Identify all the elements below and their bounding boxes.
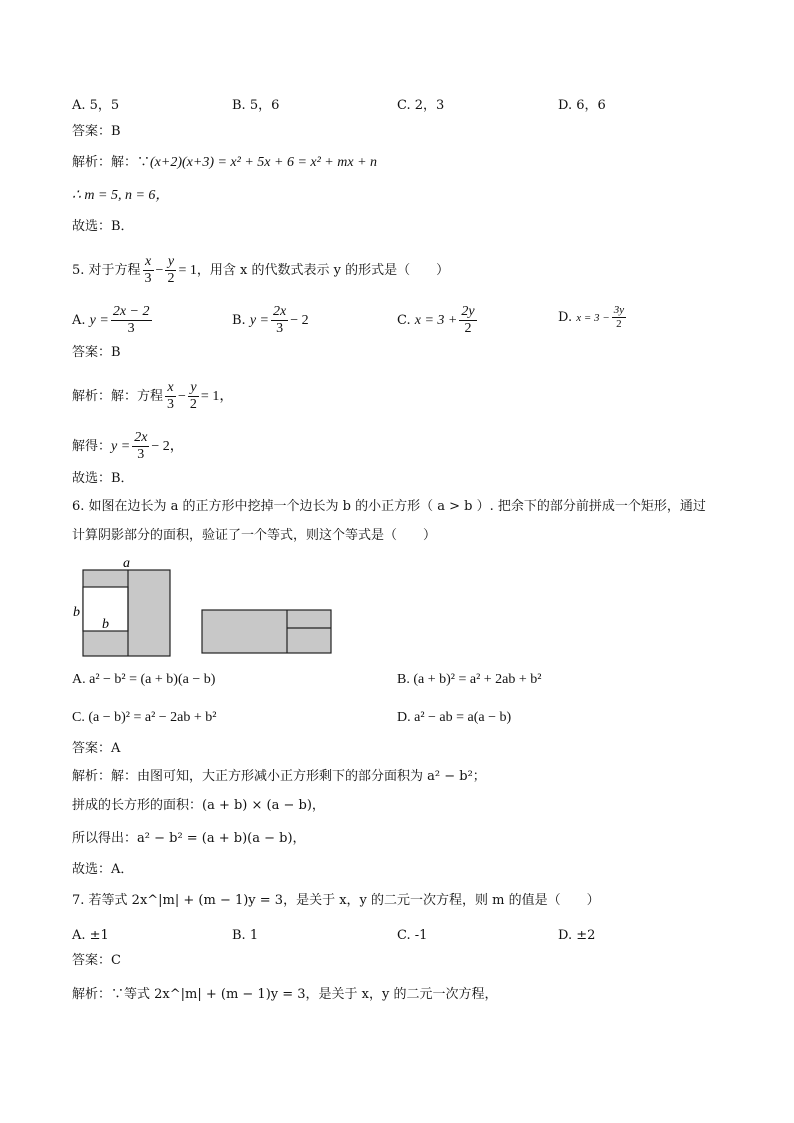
q7-analysis: 解析：∵等式 2x^|m| + (m − 1)y = 3，是关于 x，y 的二元一次方程， xyxy=(72,987,498,1002)
q5-stem-frac-2 xyxy=(165,254,176,287)
q5-solve-lhs: y = xyxy=(111,439,131,454)
q5-option-a-label: A. xyxy=(72,313,86,328)
q5-option-b xyxy=(232,304,309,337)
q5-stem xyxy=(72,254,449,287)
q4-analysis-expression: (x+2)(x+3) = x² + 5x + 6 = x² + mx + n xyxy=(150,155,378,170)
q5-option-d-lhs: x = 3 − xyxy=(576,312,610,324)
q5-stem-suffix: ，用含 x 的代数式表示 y 的形式是（ ） xyxy=(196,263,450,278)
q4-option-c: C. 2，3 xyxy=(397,98,445,113)
q5-option-a-den: 3 xyxy=(127,321,135,336)
q5-option-a-frac xyxy=(111,304,152,337)
q4-option-d: D. 6，6 xyxy=(558,98,606,113)
q6-option-a: A. a² − b² = (a + b)(a − b) xyxy=(72,672,216,687)
q5-option-b-lhs: y = xyxy=(249,313,269,328)
q5-solve-frac xyxy=(132,430,149,463)
q6-figure xyxy=(68,555,338,660)
q6-choice: 故选：A． xyxy=(72,862,134,877)
q4-choice: 故选：B． xyxy=(72,219,134,234)
q5-option-b-frac xyxy=(271,304,288,337)
q6-analysis-3: 所以得出：a² − b² = (a + b)(a − b)， xyxy=(72,831,306,846)
figure-big-square xyxy=(73,556,170,656)
q5-option-c-num: 2y xyxy=(461,304,475,319)
q5-solve-prefix: 解得： xyxy=(72,439,112,454)
q5-answer: 答案：B xyxy=(72,345,121,360)
q5-option-a xyxy=(72,304,154,337)
q5-option-d-label: D. xyxy=(558,310,573,325)
q5-analysis-den-2: 2 xyxy=(189,397,197,412)
q6-option-d: D. a² − ab = a(a − b) xyxy=(397,710,512,725)
q5-option-b-tail: − 2 xyxy=(290,313,309,328)
q5-option-b-den: 3 xyxy=(276,321,284,336)
q4-therefore: ∴ m = 5, n = 6， xyxy=(72,188,170,203)
q5-choice: 故选：B． xyxy=(72,471,134,486)
q7-option-d: D. ±2 xyxy=(558,928,596,943)
q6-stem-line-2: 计算阴影部分的面积，验证了一个等式，则这个等式是（ ） xyxy=(72,528,437,543)
q7-stem: 7. 若等式 2x^|m| + (m − 1)y = 3，是关于 x，y 的二元一次方程，则 m 的值是（ ） xyxy=(72,893,600,908)
q7-option-a: A. ±1 xyxy=(72,928,109,943)
q5-analysis-num-1: x xyxy=(165,380,176,397)
q5-option-a-lhs: y = xyxy=(89,313,109,328)
q6-analysis-2: 拼成的长方形的面积：(a + b) × (a − b)， xyxy=(72,798,325,813)
q5-option-d xyxy=(558,304,628,331)
label-b-left: b xyxy=(73,605,80,620)
q5-solve xyxy=(72,430,184,463)
q7-option-b: B. 1 xyxy=(232,928,259,943)
q5-analysis-minus: − xyxy=(178,389,186,404)
q5-option-b-label: B. xyxy=(232,313,246,328)
q5-stem-den-1: 3 xyxy=(144,271,152,286)
q4-option-a: A. 5，5 xyxy=(72,98,120,113)
q6-analysis-1: 解析：解：由图可知，大正方形减小正方形剩下的部分面积为 a² − b²； xyxy=(72,769,486,784)
q5-stem-num-1: x xyxy=(143,254,154,271)
q5-stem-rhs: = 1 xyxy=(178,263,197,278)
q5-stem-den-2: 2 xyxy=(167,271,175,286)
figure-rectangle xyxy=(202,610,331,653)
label-b-inner: b xyxy=(102,617,109,632)
q5-analysis-den-1: 3 xyxy=(167,397,175,412)
q5-analysis xyxy=(72,380,233,413)
q7-answer: 答案：C xyxy=(72,953,121,968)
q4-option-b: B. 5，6 xyxy=(232,98,280,113)
rectangle-outline xyxy=(202,610,331,653)
q5-option-c xyxy=(397,304,479,337)
q6-option-c: C. (a − b)² = a² − 2ab + b² xyxy=(72,710,217,725)
q5-option-c-den: 2 xyxy=(464,321,472,336)
q5-option-c-label: C. xyxy=(397,313,411,328)
q5-solve-tail: − 2， xyxy=(151,439,184,454)
q5-stem-frac-1 xyxy=(143,254,154,287)
q5-option-c-frac xyxy=(459,304,476,337)
q6-option-b: B. (a + b)² = a² + 2ab + b² xyxy=(397,672,542,687)
q6-stem-line-1: 6. 如图在边长为 a 的正方形中挖掉一个边长为 b 的小正方形（ a > b ）. 把余下的部分前拼成一个矩形，通过 xyxy=(72,499,706,514)
q5-analysis-frac-1 xyxy=(165,380,176,413)
q4-analysis-prefix: 解析：解：∵ xyxy=(72,155,151,170)
q5-stem-num-2: y xyxy=(165,254,176,271)
q5-analysis-frac-2 xyxy=(188,380,199,413)
q5-stem-minus: − xyxy=(155,263,164,278)
q5-stem-prefix: 5. 对于方程 xyxy=(72,263,141,278)
q4-answer: 答案：B xyxy=(72,124,121,139)
q5-analysis-num-2: y xyxy=(188,380,199,397)
q5-option-d-num: 3y xyxy=(613,304,625,316)
q5-option-c-lhs: x = 3 + xyxy=(414,313,458,328)
q5-analysis-rhs: = 1， xyxy=(200,389,234,404)
q5-option-b-num: 2x xyxy=(273,304,287,319)
q5-solve-num: 2x xyxy=(134,430,148,445)
q7-option-c: C. -1 xyxy=(397,928,428,943)
q4-analysis xyxy=(72,154,377,172)
q6-answer: 答案：A xyxy=(72,741,121,756)
q5-option-d-frac xyxy=(612,304,626,331)
label-a: a xyxy=(123,556,130,571)
q5-analysis-prefix: 解析：解：方程 xyxy=(72,389,164,404)
q5-solve-den: 3 xyxy=(137,447,145,462)
q5-option-d-den: 2 xyxy=(616,318,622,330)
q5-option-a-num: 2x − 2 xyxy=(112,304,150,319)
